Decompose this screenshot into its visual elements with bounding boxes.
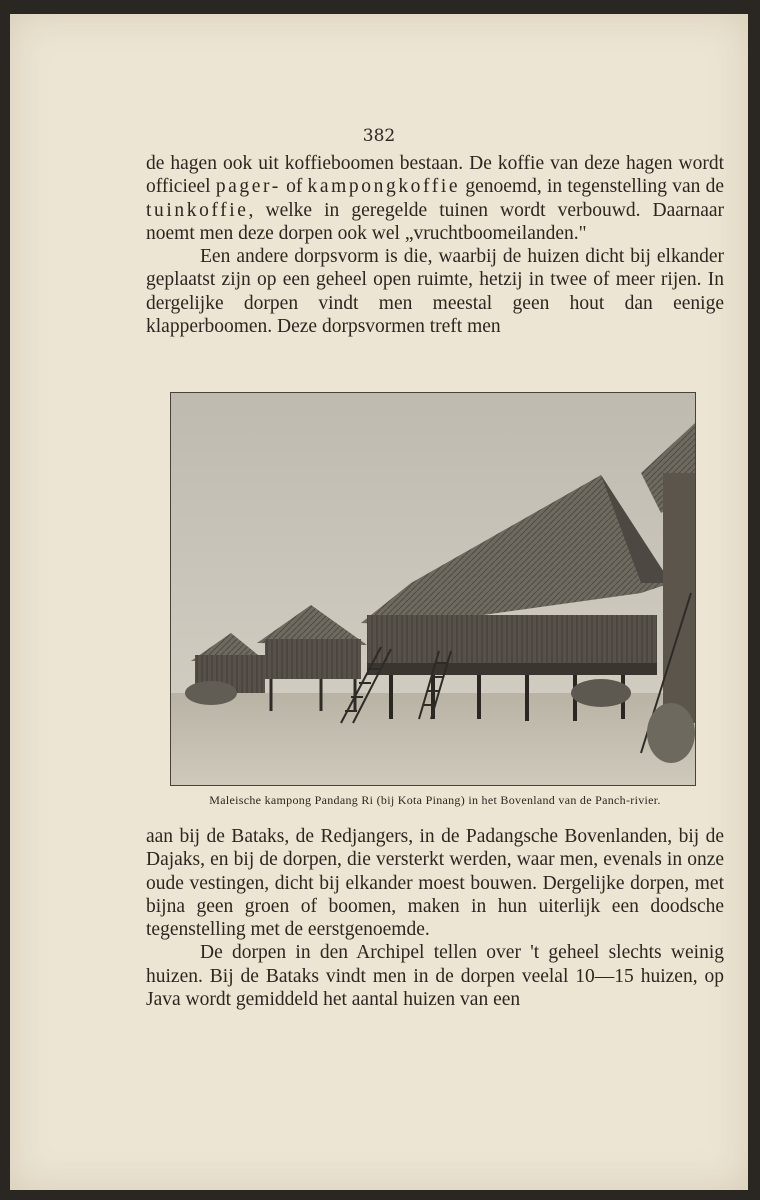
text-segment: De dorpen in den Archipel tellen over 't geheel slechts weinig huizen. Bij de Bataks vindt men in de dorpen veelal 10—15 huizen, op Java wordt gemiddeld het aantal huizen van een [146,942,724,1011]
emphasized-term: kampongkoffie [307,176,461,198]
text-segment: genoemd, in tegenstelling van de [460,176,724,198]
emphasized-term: tuinkoffie [146,199,249,221]
text-segment: aan bij de Bataks, de Redjangers, in de Padangsche Bovenlanden, bij de Dajaks, en bij de dorpen, die versterkt werden, waar men, evenals in onze oude vestingen, dicht bij elkander moest bouwen. Dergelijke dorpen, met bijna geen groen of boomen, maken in hun uiterlijk een doodsche tegenstelling met de eerstgenoemde. [146,826,724,941]
figure-caption: Maleische kampong Pandang Ri (bij Kota Pinang) in het Bovenland van de Panch-rivier. [209,793,661,807]
text-block-top [146,152,724,338]
text-segment: de hagen ook uit koffieboomen bestaan. De koffie van deze hagen wordt officieel [146,153,724,198]
book-page [10,14,748,1190]
paragraph [146,245,724,338]
text-block-bottom [146,825,724,1011]
text-segment: Een andere dorpsvorm is die, waarbij de huizen dicht bij elkander geplaatst zijn op een geheel open ruimte, hetzij in twee of meer rijen. In dergelijke dorpen vindt men meestal geen hout dan eenige klapperboomen. Deze dorpsvormen treft men [146,246,724,338]
paragraph [146,941,724,1011]
text-segment: of [280,176,308,198]
emphasized-term: pager- [215,176,281,198]
photograph-kampong-houses-icon [171,393,695,785]
paragraph [146,152,724,245]
kampong-photograph [170,392,696,786]
page-number: 382 [362,126,396,146]
text-segment: , welke in geregelde tuinen wordt verbouwd. Daarnaar noemt men deze dorpen ook wel „vruchtboomeilanden." [146,199,724,244]
paragraph [146,825,724,941]
